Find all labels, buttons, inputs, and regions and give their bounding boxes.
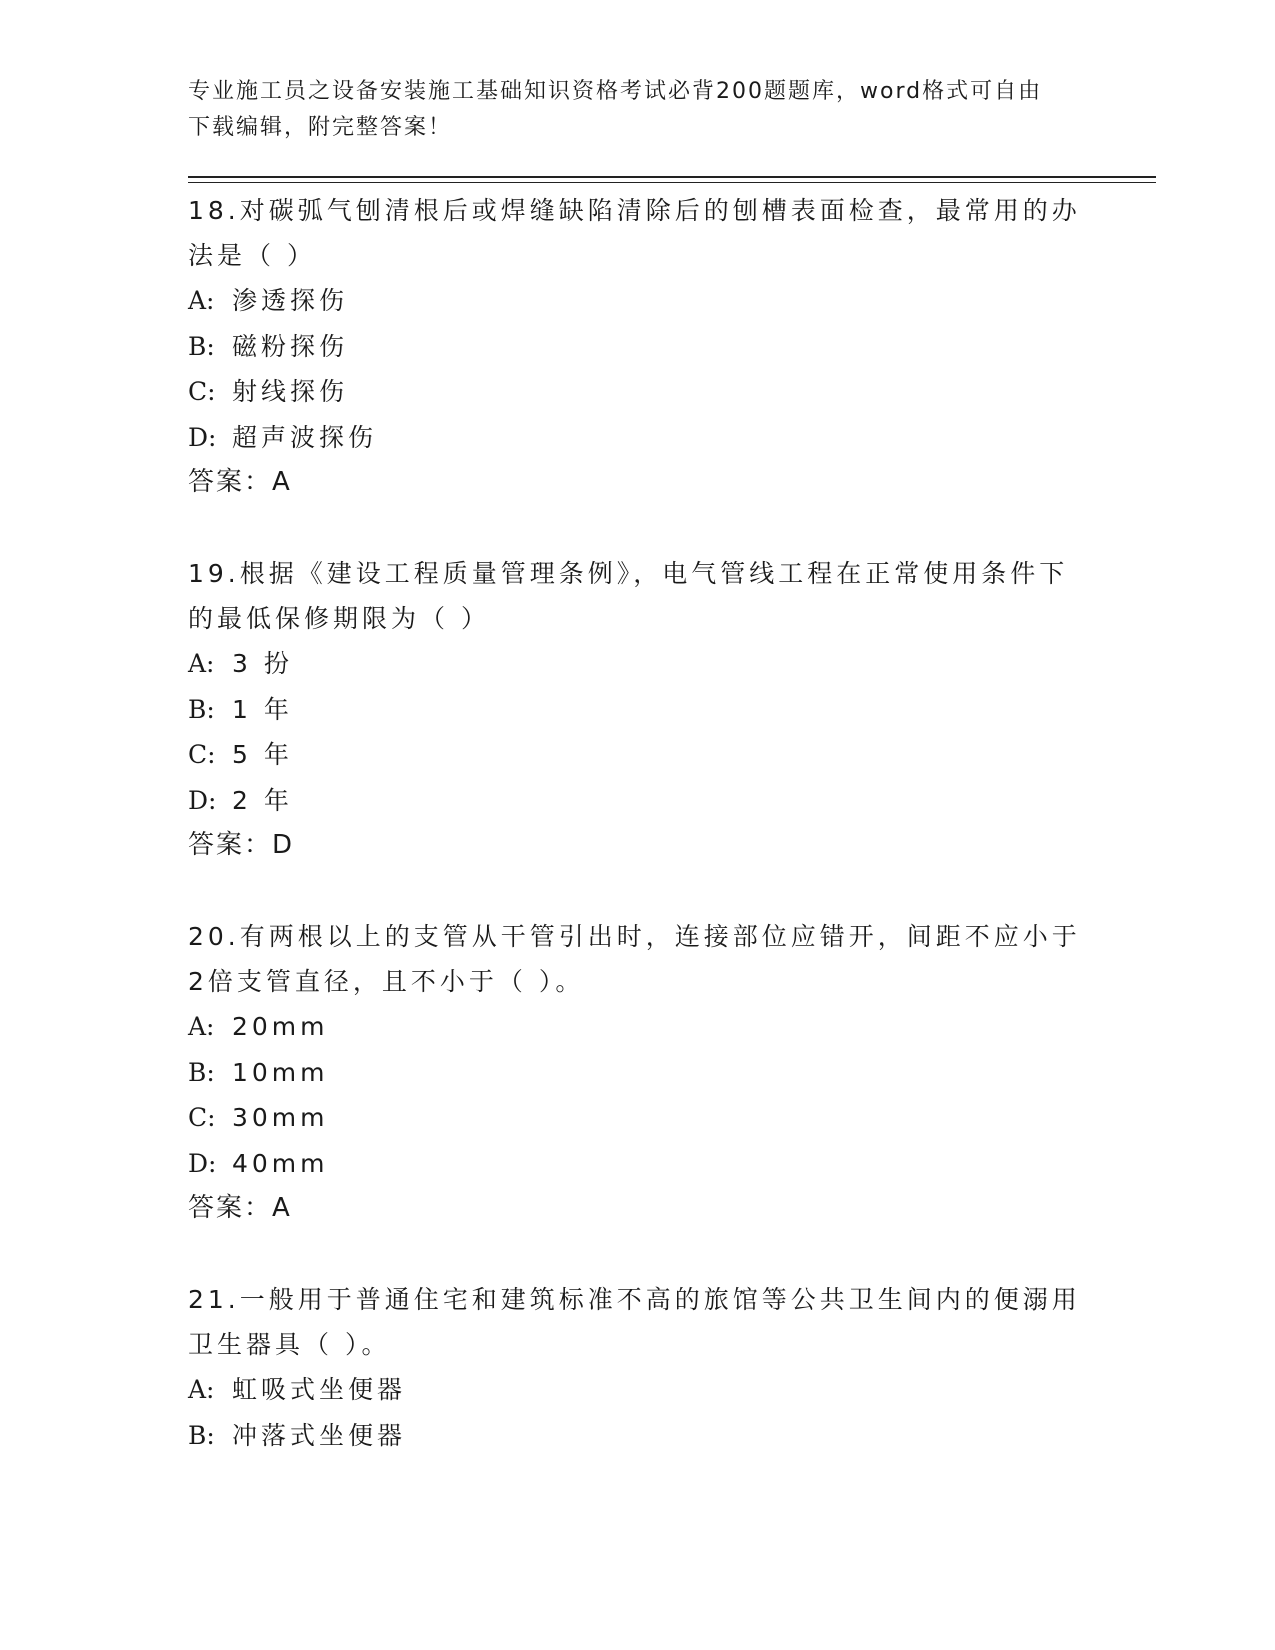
option-text: 磁粉探伤: [232, 331, 349, 361]
option-text: 虹吸式坐便器: [232, 1375, 407, 1404]
option-c: [188, 732, 1088, 778]
question-stem-line-2: 法是（ ）: [188, 241, 316, 270]
option-a: [188, 278, 1088, 324]
option-c: [188, 1095, 1088, 1141]
option-letter: B:: [188, 1420, 215, 1450]
option-letter: B:: [188, 694, 215, 724]
option-letter: D:: [188, 785, 217, 815]
option-text: 3 扮: [232, 649, 293, 678]
option-text: 渗透探伤: [232, 286, 349, 315]
header-title-line-1: 专业施工员之设备安装施工基础知识资格考试必背200题题库，word格式可自由: [188, 79, 1043, 104]
option-d: [188, 778, 1088, 824]
answer-line: 答案：D: [188, 830, 295, 860]
question-stem-line-1: 21.一般用于普通住宅和建筑标准不高的旅馆等公共卫生间内的便溺用: [188, 1285, 1081, 1314]
option-letter: C:: [188, 1103, 216, 1132]
option-text: 超声波探伤: [232, 422, 378, 452]
option-letter: A:: [188, 286, 215, 315]
question-stem-line-2: 2倍支管直径，且不小于（ ）。: [188, 967, 585, 996]
option-letter: D:: [188, 422, 217, 452]
question-stem-line-1: 19.根据《建设工程质量管理条例》，电气管线工程在正常使用条件下: [188, 559, 1069, 588]
question-stem-line-1: 18.对碳弧气刨清根后或焊缝缺陷清除后的刨槽表面检查，最常用的办: [188, 196, 1081, 225]
option-b: [188, 687, 1088, 733]
option-a: [188, 1367, 1088, 1413]
option-letter: B:: [188, 1057, 215, 1087]
question-block: [188, 1277, 1088, 1458]
option-text: 30mm: [232, 1103, 329, 1132]
option-letter: D:: [188, 1148, 217, 1178]
option-text: 冲落式坐便器: [232, 1420, 407, 1450]
option-letter: B:: [188, 331, 215, 361]
option-text: 20mm: [232, 1012, 329, 1041]
option-letter: A:: [188, 1375, 215, 1404]
option-letter: A:: [188, 649, 215, 678]
question-block: [188, 914, 1088, 1231]
answer-line: 答案：A: [188, 1193, 292, 1223]
option-letter: A:: [188, 1012, 215, 1041]
document-header: [188, 74, 1068, 146]
option-text: 1 年: [232, 694, 293, 724]
header-divider-thin: [188, 182, 1156, 183]
option-b: [188, 1050, 1088, 1096]
question-stem-line-2: 卫生器具（ ）。: [188, 1330, 391, 1359]
option-letter: C:: [188, 740, 216, 769]
option-text: 40mm: [232, 1148, 329, 1178]
option-text: 2 年: [232, 785, 293, 815]
question-stem-line-2: 的最低保修期限为（ ）: [188, 604, 490, 633]
header-title-line-2: 下载编辑，附完整答案！: [188, 115, 453, 140]
option-d: [188, 1141, 1088, 1187]
option-text: 10mm: [232, 1057, 329, 1087]
question-stem-line-1: 20.有两根以上的支管从干管引出时，连接部位应错开，间距不应小于: [188, 922, 1081, 951]
option-d: [188, 415, 1088, 461]
question-block: [188, 188, 1088, 505]
option-a: [188, 1004, 1088, 1050]
answer-line: 答案：A: [188, 467, 292, 497]
option-b: [188, 324, 1088, 370]
option-text: 射线探伤: [232, 377, 349, 406]
option-a: [188, 641, 1088, 687]
option-letter: C:: [188, 377, 216, 406]
question-block: [188, 551, 1088, 868]
option-b: [188, 1413, 1088, 1459]
option-c: [188, 369, 1088, 415]
option-text: 5 年: [232, 740, 293, 769]
header-divider-thick: [188, 176, 1156, 178]
